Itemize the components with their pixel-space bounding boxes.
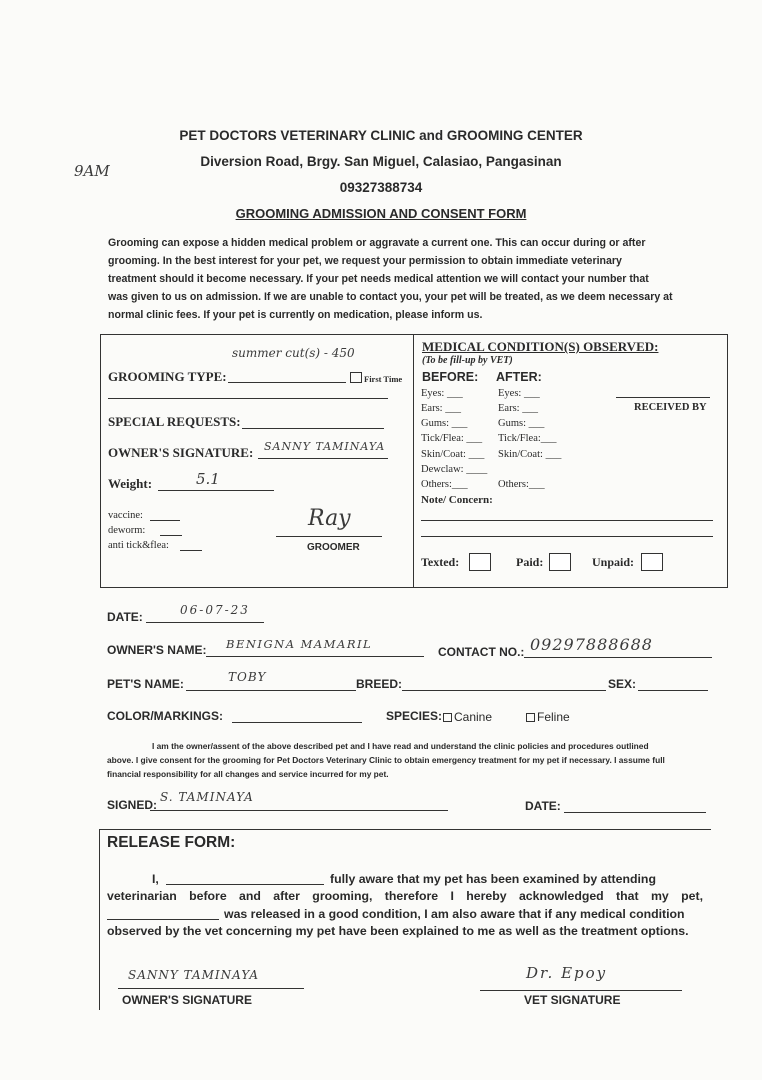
contact-line — [524, 657, 712, 658]
grooming-type-value[interactable]: summer cut(s) - 450 — [232, 346, 355, 360]
unpaid-checkbox[interactable] — [641, 553, 663, 571]
pet-name-label: PET'S NAME: — [107, 677, 184, 691]
antitick-line[interactable] — [180, 550, 202, 551]
breed-label: BREED: — [356, 677, 403, 691]
canine-checkbox[interactable] — [443, 713, 452, 722]
clinic-name: PET DOCTORS VETERINARY CLINIC and GROOMING CENTER — [179, 128, 583, 143]
unpaid-label: Unpaid: — [592, 555, 635, 569]
canine-label: Canine — [454, 710, 493, 724]
date-label: DATE: — [107, 610, 143, 624]
consent-date-label: DATE: — [525, 799, 561, 813]
date-line — [146, 622, 264, 623]
pet-name-line — [186, 690, 356, 691]
before-dewclaw: Dewclaw: ____ — [421, 464, 488, 475]
date-value[interactable]: 06-07-23 — [180, 603, 250, 617]
release-owner-label: OWNER'S SIGNATURE — [122, 993, 252, 1007]
signed-value[interactable]: S. TAMINAYA — [160, 790, 254, 804]
medical-title: MEDICAL CONDITION(S) OBSERVED: — [422, 339, 659, 354]
vaccine-label: vaccine: — [108, 510, 143, 521]
form-title: GROOMING ADMISSION AND CONSENT FORM — [235, 206, 527, 221]
after-skincoat: Skin/Coat: ___ — [498, 449, 562, 460]
grooming-type-line — [228, 382, 346, 383]
consent-line-3: financial responsibility for all changes and service incurred for my pet. — [107, 769, 389, 779]
color-line[interactable] — [232, 722, 362, 723]
release-line-1: fully aware that my pet has been examined by attending — [330, 872, 656, 886]
release-line-4: observed by the vet concerning my pet have been explained to me as well as the treatment options. — [107, 924, 689, 938]
before-skincoat: Skin/Coat: ___ — [421, 449, 485, 460]
intro-line: Grooming can expose a hidden medical problem or aggravate a current one. This can occur during or after — [108, 237, 646, 249]
received-by-line[interactable] — [616, 397, 710, 398]
pet-name-value[interactable]: TOBY — [228, 670, 267, 684]
weight-value[interactable]: 5.1 — [196, 470, 220, 488]
antitick-label: anti tick&flea: — [108, 540, 169, 551]
grooming-type-line-2 — [108, 398, 388, 399]
signed-line — [150, 810, 448, 811]
weight-label: Weight: — [108, 476, 153, 491]
consent-date-line[interactable] — [564, 812, 706, 813]
release-owner-signature[interactable]: SANNY TAMINAYA — [128, 968, 259, 982]
intro-paragraph — [108, 234, 718, 324]
before-eyes: Eyes: ___ — [421, 388, 463, 399]
release-title: RELEASE FORM: — [107, 834, 236, 851]
grooming-type-label: GROOMING TYPE: — [108, 369, 227, 384]
after-gums: Gums: ___ — [498, 418, 545, 429]
groomer-label: GROOMER — [307, 542, 360, 553]
owner-signature-value[interactable]: SANNY TAMINAYA — [264, 440, 386, 453]
after-label: AFTER: — [496, 370, 542, 384]
before-tickflea: Tick/Flea: ___ — [421, 433, 483, 444]
intro-line: treatment should it become necessary. If your pet needs medical attention we will contact your number that — [108, 273, 649, 285]
owner-signature-line — [258, 458, 388, 459]
paid-checkbox[interactable] — [549, 553, 571, 571]
before-label: BEFORE: — [422, 370, 479, 384]
owner-name-value[interactable]: BENIGNA MAMARIL — [226, 637, 373, 651]
after-tickflea: Tick/Flea:___ — [498, 433, 557, 444]
received-by-label: RECEIVED BY — [634, 402, 707, 413]
owner-name-line — [206, 656, 424, 657]
canine-option[interactable] — [443, 710, 492, 724]
owner-signature-label: OWNER'S SIGNATURE: — [108, 445, 254, 460]
special-requests-field[interactable] — [242, 428, 384, 429]
first-time-label: First Time — [364, 374, 403, 384]
feline-checkbox[interactable] — [526, 713, 535, 722]
sex-label: SEX: — [608, 677, 637, 691]
consent-line-2: above. I give consent for the grooming for Pet Doctors Veterinary Clinic to obtain emergency treatment for my pet if necessary. I assume full — [107, 755, 665, 765]
margin-time-note: 9AM — [74, 162, 110, 180]
release-name-line[interactable] — [166, 884, 324, 885]
release-pet-line[interactable] — [107, 919, 219, 920]
note-line-2[interactable] — [421, 536, 713, 537]
weight-line — [158, 490, 274, 491]
checkbox-square[interactable] — [350, 372, 362, 383]
medical-subtitle: (To be fill-up by VET) — [422, 355, 513, 366]
clinic-phone: 09327388734 — [339, 180, 423, 195]
release-line-2: veterinarian before and after grooming, therefore I hereby acknowledged that my pet, — [107, 889, 703, 903]
note-line-1[interactable] — [421, 520, 713, 521]
breed-line[interactable] — [402, 690, 606, 691]
consent-line-1: I am the owner/assent of the above described pet and I have read and understand the clinic policies and procedures outlined — [152, 741, 649, 751]
release-owner-line — [118, 988, 304, 989]
intro-line: normal clinic fees. If your pet is currently on medication, please inform us. — [108, 309, 483, 321]
box-divider — [413, 334, 414, 587]
texted-checkbox[interactable] — [469, 553, 491, 571]
texted-label: Texted: — [421, 555, 460, 569]
deworm-line[interactable] — [160, 535, 182, 536]
release-i: I, — [152, 872, 159, 886]
intro-line: was given to us on admission. If we are unable to contact you, your pet will be treated, as we deem necessary at — [108, 291, 673, 303]
vet-signature-label: VET SIGNATURE — [524, 993, 621, 1007]
note-label: Note/ Concern: — [421, 494, 493, 506]
special-requests-label: SPECIAL REQUESTS: — [108, 414, 241, 429]
groomer-line — [276, 536, 382, 537]
before-ears: Ears: ___ — [421, 403, 461, 414]
signed-label: SIGNED: — [107, 798, 158, 812]
vet-signature-line — [480, 990, 682, 991]
release-line-3: was released in a good condition, I am also aware that if any medical condition — [224, 907, 685, 921]
after-ears: Ears: ___ — [498, 403, 538, 414]
feline-option[interactable] — [526, 710, 570, 724]
before-others: Others:___ — [421, 479, 468, 490]
color-label: COLOR/MARKINGS: — [107, 709, 223, 723]
owner-name-label: OWNER'S NAME: — [107, 643, 207, 657]
contact-value[interactable]: 09297888688 — [530, 635, 653, 654]
deworm-label: deworm: — [108, 525, 146, 536]
paid-label: Paid: — [516, 555, 544, 569]
after-others: Others:___ — [498, 479, 545, 490]
first-time-checkbox[interactable] — [350, 372, 402, 384]
sex-line[interactable] — [638, 690, 708, 691]
vet-signature[interactable]: Dr. Epoy — [526, 964, 608, 982]
before-gums: Gums: ___ — [421, 418, 468, 429]
groomer-signature: Ray — [308, 506, 351, 531]
intro-line: grooming. In the best interest for your pet, we request your permission to obtain immediate veterinary — [108, 255, 622, 267]
contact-label: CONTACT NO.: — [438, 645, 525, 659]
after-eyes: Eyes: ___ — [498, 388, 540, 399]
species-label: SPECIES: — [386, 709, 443, 723]
vaccine-line[interactable] — [150, 520, 180, 521]
clinic-address: Diversion Road, Brgy. San Miguel, Calasiao, Pangasinan — [200, 154, 562, 169]
feline-label: Feline — [537, 710, 570, 724]
